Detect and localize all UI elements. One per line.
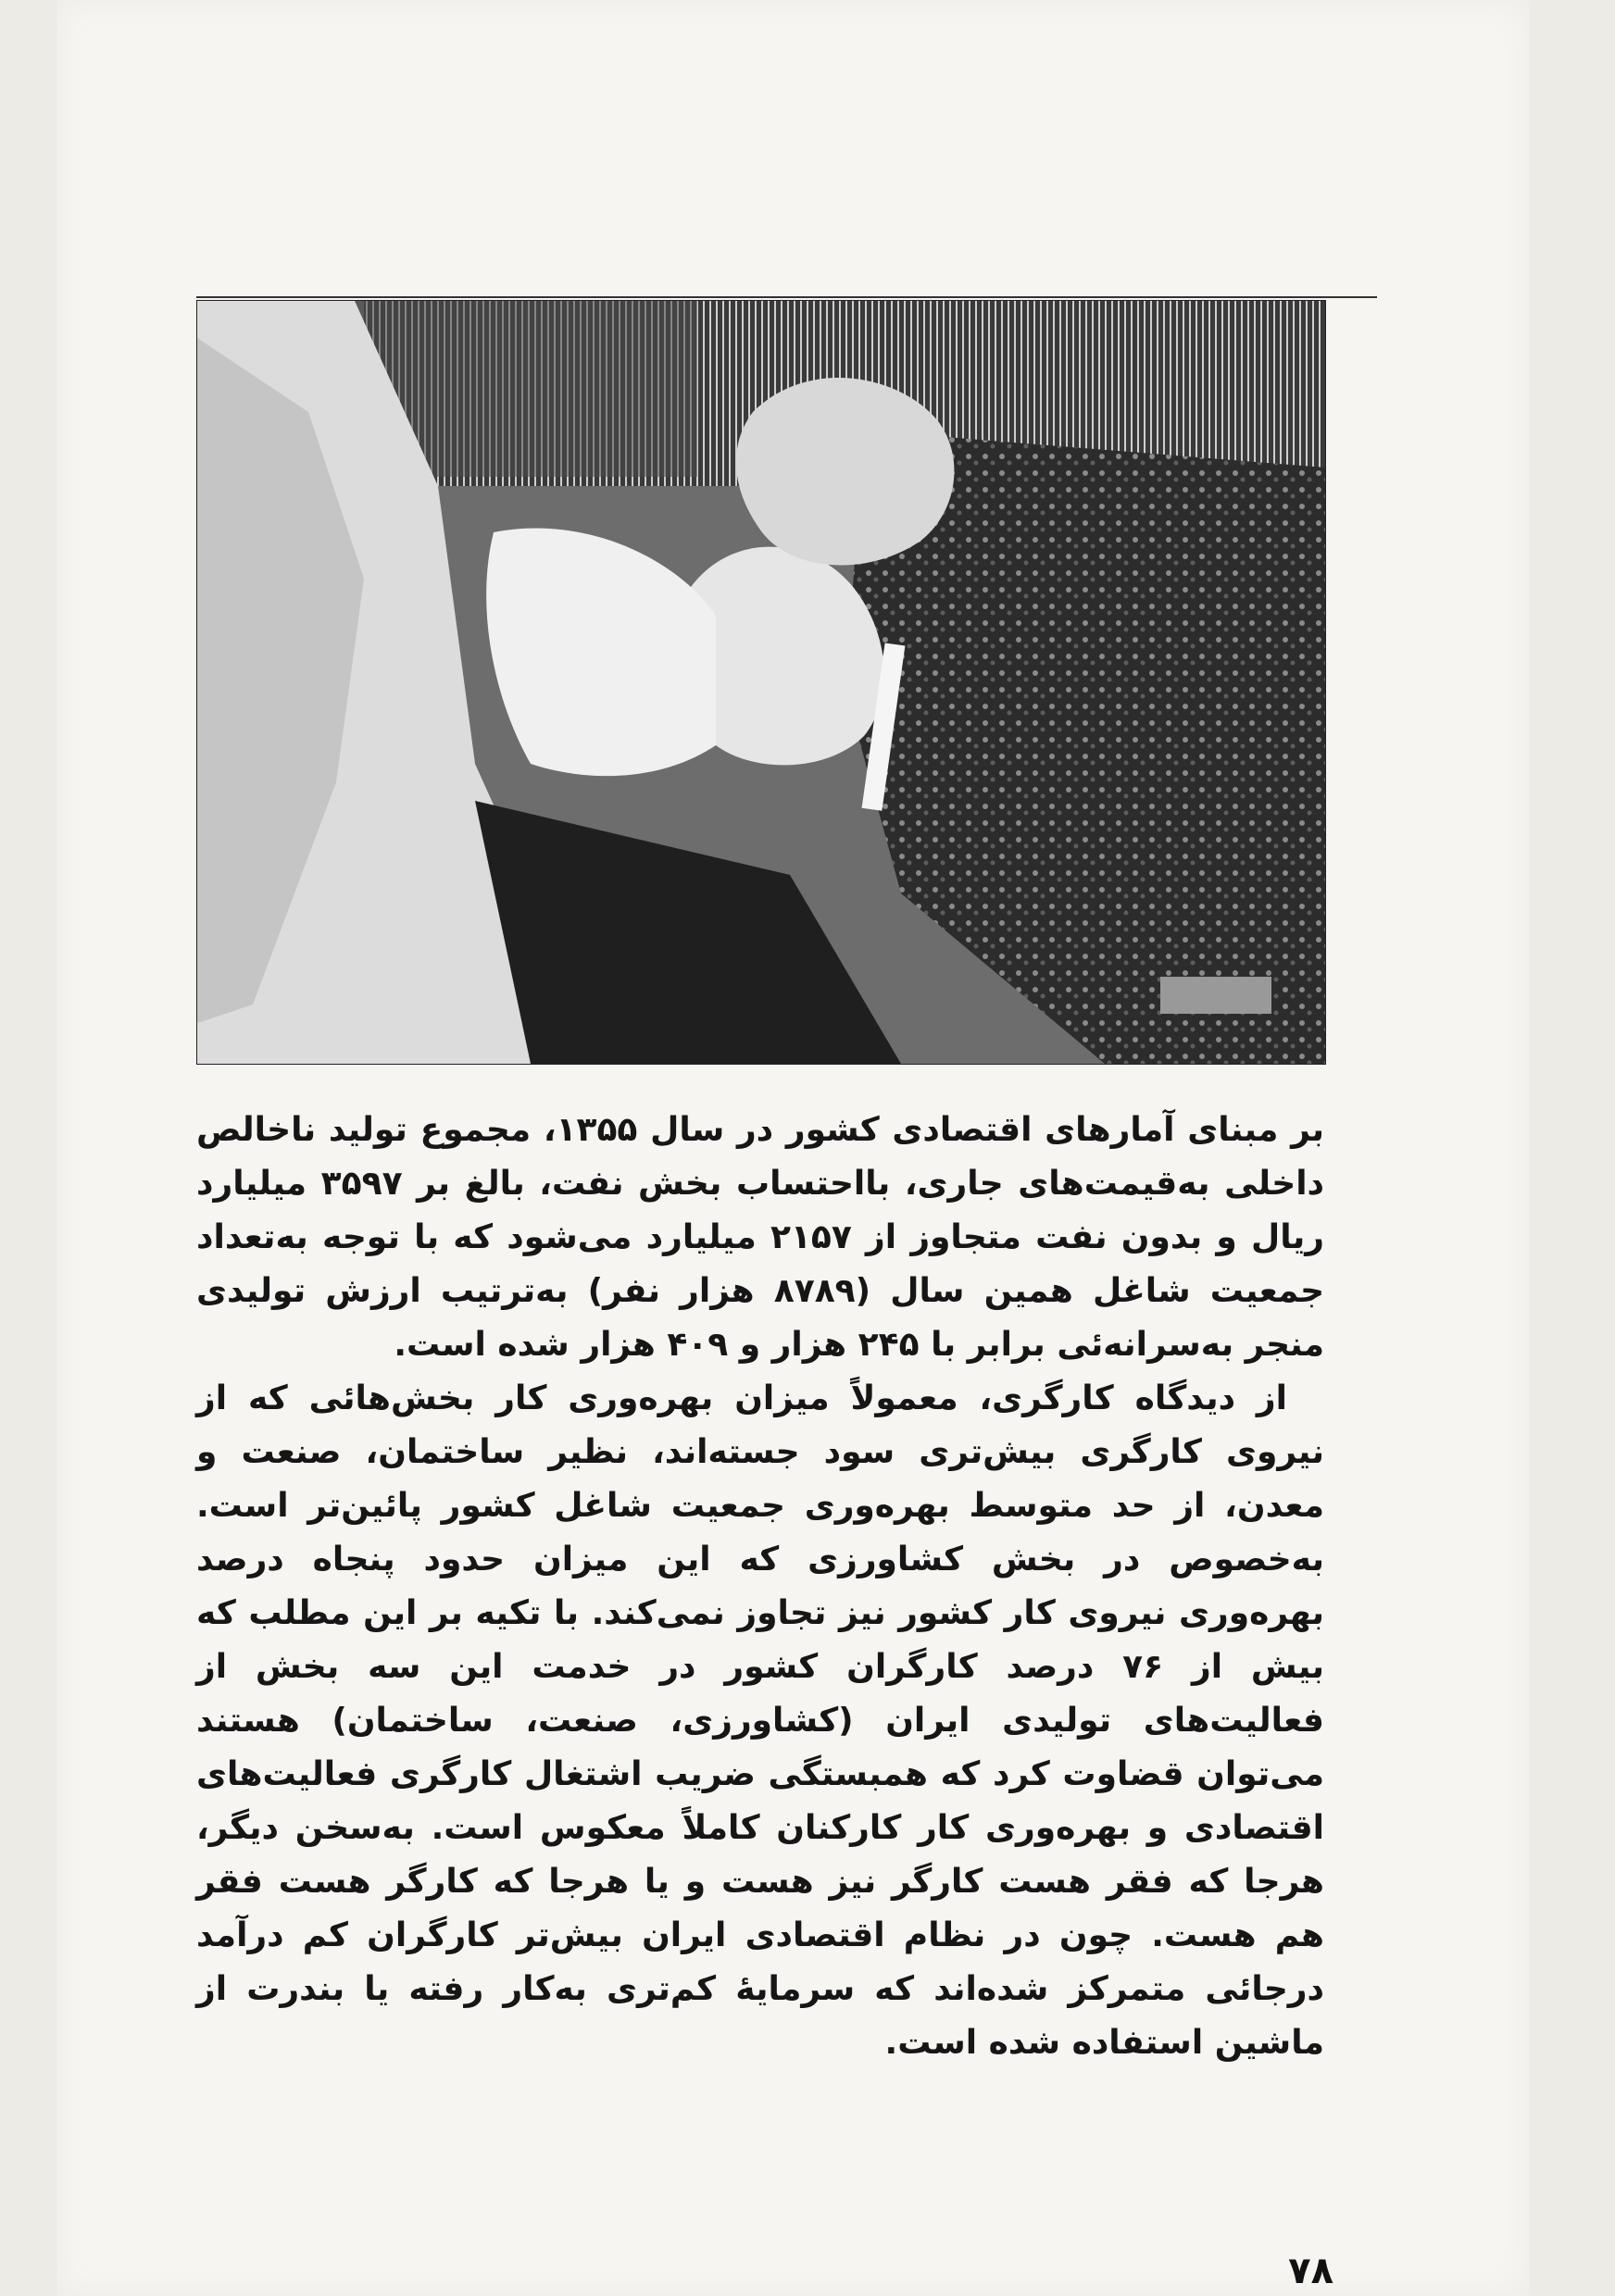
carpet-weaving-photo-icon xyxy=(197,301,1325,1064)
body-text xyxy=(196,1104,1324,2070)
page-number: ۷۸ xyxy=(1288,2250,1333,2292)
paragraph-labor-productivity: از دیدگاه کارگری، معمولاً میزان بهره‌وری کار بخش‌هائی که از نیروی کارگری بیش‌تری سود جسته‌اند، نظیر ساختمان، صنعت و معدن، از حد متوسط بهره‌وری جمعیت شاغل کشور پائین‌تر است. به‌خصوص در بخش کشاورزی که این میزان حدود پنجاه درصد بهره‌وری نیروی کار کشور نیز تجاوز نمی‌کند. با تکیه بر این مطلب که بیش از ۷۶ درصد کارگران کشور در خدمت این سه بخش از فعالیت‌های تولیدی ایران (کشاورزی، صنعت، ساختمان) هستند می‌توان قضاوت کرد که همبستگی ضریب اشتغال کارگری فعالیت‌های اقتصادی و بهره‌وری کار کارکنان کاملاً معکوس است. به‌سخن دیگر، هرجا که فقر هست کارگر نیز هست و یا هرجا که کارگر هست فقر هم هست. چون در نظام اقتصادی ایران بیش‌تر کارگران کم درآمد درجائی متمرکز شده‌اند که سرمایهٔ کم‌تری به‌کار رفته یا بندرت از ماشین استفاده شده است. xyxy=(196,1379,1325,2062)
photo-top-rule xyxy=(196,296,1377,298)
paragraph-statistics: بر مبنای آمارهای اقتصادی کشور در سال ۱۳۵۵، مجموع تولید ناخالص داخلی به‌قیمت‌های جاری، بااحتساب بخش نفت، بالغ بر ۳۵۹۷ میلیارد ریال و بدون نفت متجاوز از ۲۱۵۷ میلیارد می‌شود که با توجه به‌تعداد جمعیت شاغل همین سال (۸۷۸۹ هزار نفر) به‌ترتیب ارزش تولیدی منجر به‌سرانه‌ئی برابر با ۲۴۵ هزار و ۴۰۹ هزار شده است. xyxy=(196,1111,1325,1364)
carpet-weaving-photo xyxy=(196,300,1326,1065)
